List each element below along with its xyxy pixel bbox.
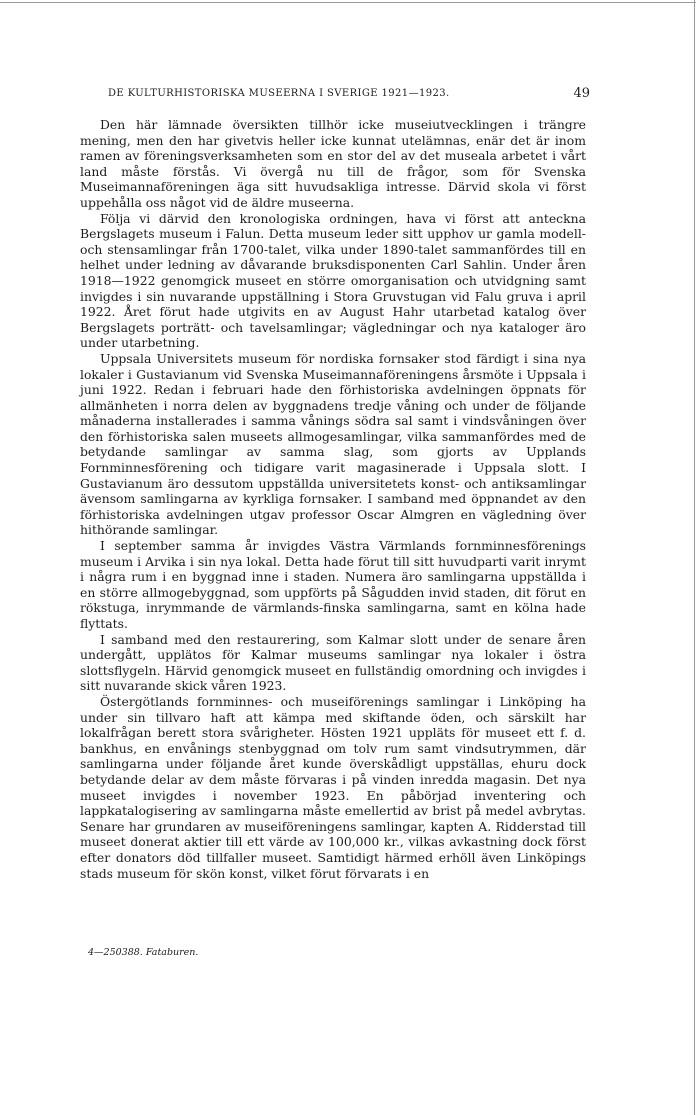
paragraph: Den här lämnade översikten tillhör icke museiutvecklingen i trängre mening, men den har givetvis heller icke kunnat utelämnas, enär det är inom ramen av föreningsverksamheten som en stor del av det museala arbetet i vårt land måste förstås. Vi övergå nu till de frågor, som för Svenska Museimannaföreningen äga sitt huvudsakliga intresse. Därvid skola vi först uppehålla oss något vid de äldre museerna. <box>80 117 586 210</box>
paragraph: Följa vi därvid den kronologiska ordningen, hava vi först att anteckna Bergslagets museum i Falun. Detta museum leder sitt upphov ur gamla modell- och stensamlingar från 1700-talet, vilka under 1890-talet sammanfördes till en helhet under ledning av dåvarande bruksdisponenten Carl Sahlin. Under åren 1918—1922 genomgick museet en större omorganisation och utvidgning samt invigdes i sin nuvarande uppställning i Stora Gruvstugan vid Falu gruva i april 1922. Året förut hade utgivits en av August Hahr utarbetad katalog över Bergslagets porträtt- och tavelsamlingar; vägledningar och nya kataloger äro under utarbetning. <box>80 210 586 351</box>
page-number: 49 <box>573 86 590 101</box>
paragraph: Uppsala Universitets museum för nordiska fornsaker stod färdigt i sina nya lokaler i Gustavianum vid Svenska Museimannaföreningens årsmöte i Uppsala i juni 1922. Redan i februari hade den förhistoriska avdelningen öppnats för allmänheten i norra delen av byggnadens tredje våning och under de följande månaderna installerades i samma vånings södra sal samt i vindsvåningen över den förhistoriska salen museets allmogesamlingar, vilka sammanfördes med de betydande samlingar av samma slag, som gjorts av Upplands Fornminnesförening och tidigare varit magasinerade i Uppsala slott. I Gustavianum äro dessutom uppställda universitetets konst- och antiksamlingar ävensom samlingarna av kyrkliga fornsaker. I samband med öppnandet av den förhistoriska avdelningen utgav professor Oscar Almgren en vägledning över hithörande samlingar. <box>80 350 586 538</box>
paragraph: I september samma år invigdes Västra Värmlands fornminnesförenings museum i Arvika i sin nya lokal. Detta hade förut till sitt huvudparti varit inrymt i några rum i en byggnad inne i staden. Numera äro samlingarna uppställda i en större allmogebyggnad, som uppförts på Sågudden invid staden, dit förut en rökstuga, inrymmande de värmlands-finska samlingarna, samt en kölna hade flyttats. <box>80 538 586 631</box>
paragraph: I samband med den restaurering, som Kalmar slott under de senare åren undergått, upplätos för Kalmar museums samlingar nya lokaler i östra slottsflygeln. Härvid genomgick museet en fullständig omordning och invigdes i sitt nuvarande skick våren 1923. <box>80 631 586 694</box>
right-edge-rule <box>694 0 695 1115</box>
top-edge-rule <box>0 2 696 3</box>
page-header <box>80 86 590 106</box>
paragraph: Östergötlands fornminnes- och museiförenings samlingar i Linköping ha under sin tillvaro haft att kämpa med skiftande öden, och särskilt har lokalfrågan berett stora svårigheter. Hösten 1921 uppläts för museet ett f. d. bankhus, en envånings stenbyggnad om tolv rum samt vindsutrymmen, där samlingarna under följande året kunde överskådligt uppställas, ehuru dock betydande delar av dem måste förvaras i på vinden inredda magasin. Det nya museet invigdes i november 1923. En påbörjad inventering och lappkatalogisering av samlingarna måste emellertid av brist på medel avbrytas. Senare har grundaren av museiföreningens samlingar, kapten A. Ridderstad till museet donerat aktier till ett värde av 100,000 kr., vilkas avkastning dock först efter donators död tillfaller museet. Samtidigt härmed erhöll även Linköpings stads museum för skön konst, vilket förut förvarats i en <box>80 693 586 881</box>
body-text <box>80 117 586 881</box>
signature-line: 4—250388. Fataburen. <box>88 947 199 958</box>
running-head: DE KULTURHISTORISKA MUSEERNA I SVERIGE 1921—1923. <box>108 88 450 99</box>
